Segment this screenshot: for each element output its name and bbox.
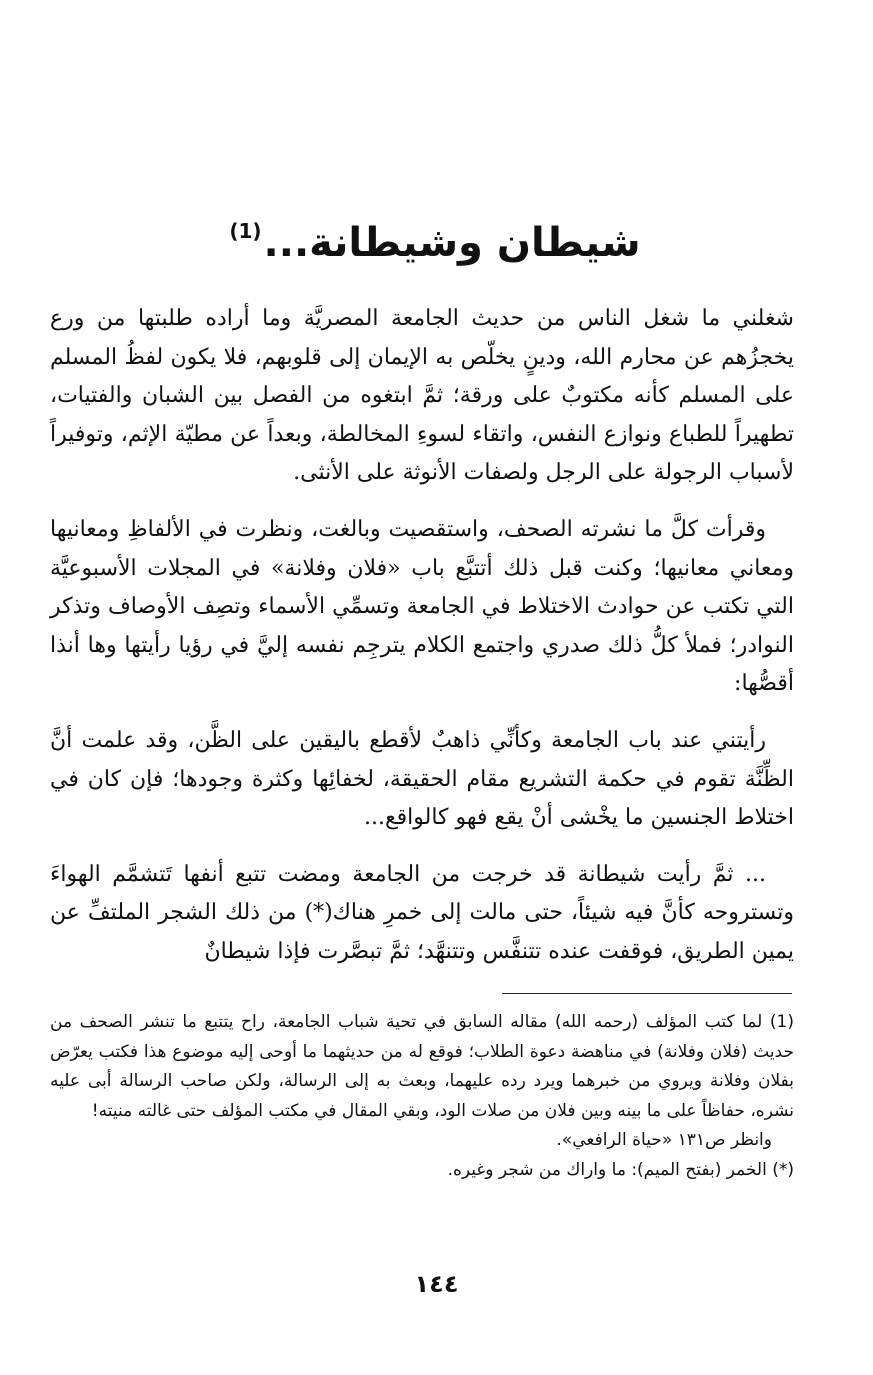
chapter-title (200, 196, 670, 266)
paragraph-4: ... ثمَّ رأيت شيطانة قد خرجت من الجامعة ومضت تتبع أنفها تَتشمَّم الهواءَ وتستروحه كأنَّ فيه شيئاً، حتى مالت إلى خمرِ هناك(*) من ذلك الشجر الملتفِّ عن يمين الطريق، فوقفت عنده تتنفَّس وتتنهَّد؛ ثمَّ تبصَّرت فإذا شيطانٌ (50, 861, 794, 964)
paragraph-3: رأيتني عند باب الجامعة وكأنِّي ذاهبٌ لأقطع باليقين على الظَّن، وقد علمت أنَّ الظِّنَّة تقوم في حكمة التشريع مقام الحقيقة، لخفائِها وكثرة وجودها؛ فإن كان في اختلاط الجنسين ما يخْشى أنْ يقع فهو كالواقع... (50, 727, 794, 831)
footnote-1: (1) لما كتب المؤلف (رحمه الله) مقاله السابق في تحية شباب الجامعة، راح يتتبع ما تنشر الصحف من حديث (فلان وفلانة) في مناهضة دعوة الطلاب؛ فوقع له من حديثهما ما أوحى إليه موضوع هذا فكتب يعرّض بفلان وفلانة ويروي من خبرهما ويرد رده عليهما، وبعث به إلى الرسالة، ولكن صاحب الرسالة أبى عليه نشره، حفاظاً على ما بينه وبين فلان من صلات الود، وبقي المقال في مكتب المؤلف حتى غالته منيته! (50, 1012, 794, 1121)
paragraph-1: شغلني ما شغل الناس من حديث الجامعة المصريَّة وما أراده طلبتها من ورع يخجزُهم عن محارم الله، ودينٍ يخلّص به الإيمان إلى قلوبهم، فلا يكون لفظُ المسلم على المسلم كأنه مكتوبٌ على ورقة؛ ثمَّ ابتغوه من الفصل بين الشبان والفتيات، تطهيراً للطباع ونوازع النفس، واتقاء لسوءِ المخالطة، وبعداً عن مطيّة الإثم، وتوفيراً لأسباب الرجولة على الرجل ولصفات الأنوثة على الأنثى. (50, 306, 794, 486)
chapter-title-text: شيطان وشيطانة... (263, 220, 641, 266)
body-text (50, 300, 794, 990)
page-number: ١٤٤ (414, 1270, 459, 1298)
paragraph-2: وقرأت كلَّ ما نشرته الصحف، واستقصيت وبالغت، ونظرت في الألفاظِ ومعانيها ومعاني معانيها؛ وكنت قبل ذلك أتتبَّع باب «فلان وفلانة» في المجلات الأسبوعيَّة التي تكتب عن حوادث الاختلاط في الجامعة وتسمِّي الأسماء وتصِف الأوصاف وتذكر النوادر؛ فملأ كلُّ ذلك صدري واجتمع الكلام يترجِم نفسه إليَّ في رؤيا رأيتها وها أنذا أقصُّها: (50, 516, 794, 697)
title-footnote-marker: (1) (229, 219, 262, 243)
footnotes (50, 1008, 794, 1185)
footnote-star: (*) الخمر (بفتح الميم): ما واراك من شجر وغيره. (447, 1159, 794, 1180)
footnote-divider (502, 993, 792, 994)
footnote-reference: وانظر ص١٣١ «حياة الرافعي». (556, 1130, 772, 1150)
